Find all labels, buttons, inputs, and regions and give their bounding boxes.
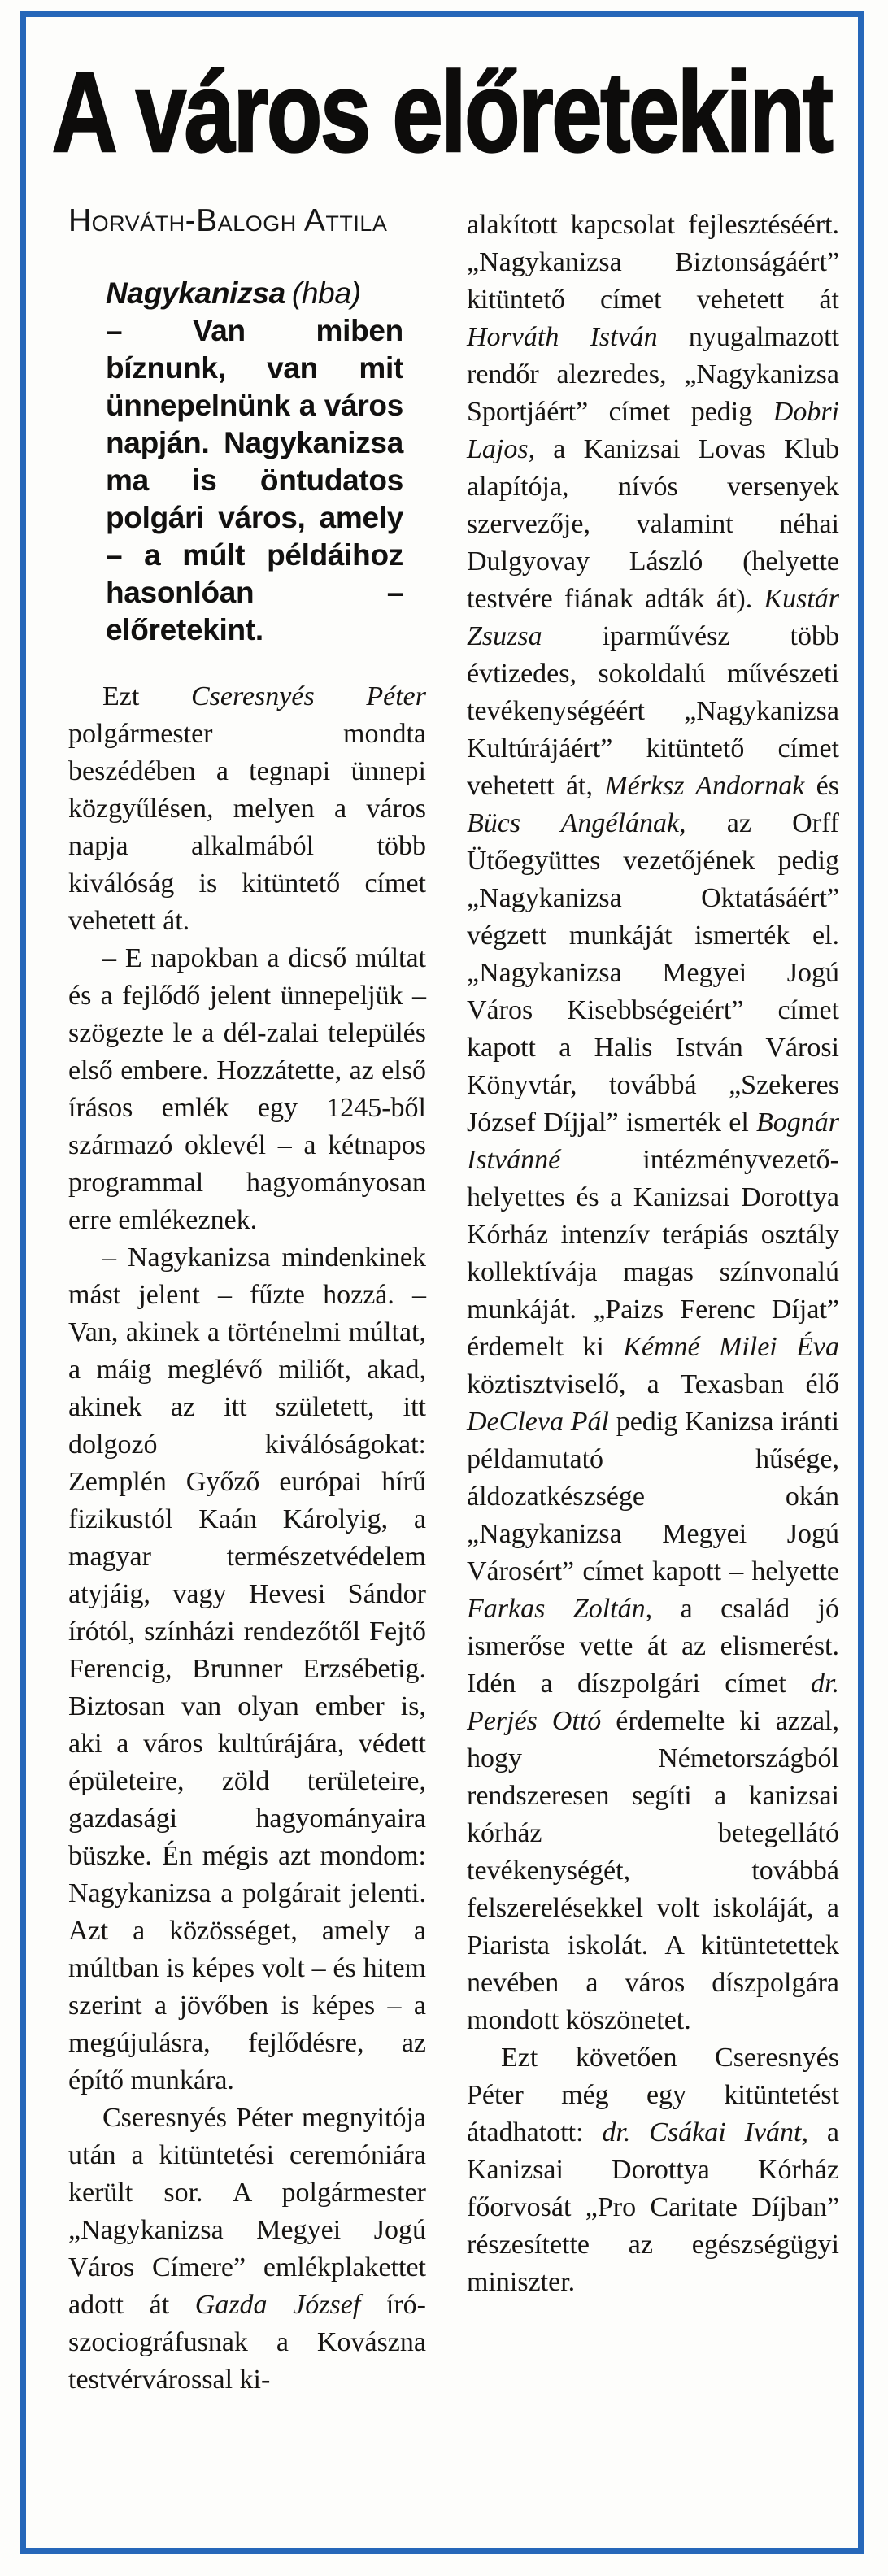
lede-head xyxy=(106,275,403,312)
text-run: érdemelte ki azzal, hogy Németországból rendszeresen segíti a kanizsai kórház betegellátó tevékenységét, továbbá felszerelésekkel volt iskoláját, a Piarista iskolát. A kitüntetettek nevében a város díszpolgára mondott köszönetet. xyxy=(467,1706,840,2035)
text-run: Cseresnyés Péter megnyitója után a kitüntetési ceremóniára került sor. A polgármester „Nagykanizsa Megyei Jogú Város Címere” emlékplakettet adott át xyxy=(68,2103,426,2320)
person-name: dr. Perjés Ottó xyxy=(467,1669,839,1736)
article-frame xyxy=(20,11,864,2554)
paragraph xyxy=(467,2039,839,2301)
text-run: pedig Kanizsa iránti példamutató hűsége, áldozatkészsége okán „Nagykanizsa Megyei Jogú Városért” címet kapott – helyette xyxy=(467,1407,840,1586)
text-run: a Kanizsai Dorottya Kórház főorvosát „Pro Caritate Díjban” részesítette az egészségügyi miniszter. xyxy=(467,2117,839,2297)
person-name: Gazda József xyxy=(194,2290,361,2320)
lede-text: – Van miben bíznunk, van mit ünnepelnünk a város napján. Nagykanizsa ma is öntudatos polgári város, amely – a múlt példáihoz hasonlóan – előretekint. xyxy=(106,314,403,646)
person-name: Kustár Zsuzsa xyxy=(467,584,839,651)
text-run: intézményvezető-helyettes és a Kanizsai Dorottya Kórház intenzív terápiás osztály kollektívája magas színvonalú munkáját. „Paizs Ferenc Díjat” érdemelt ki xyxy=(467,1145,839,1362)
text-run: – Nagykanizsa mindenkinek mást jelent – fűzte hozzá. – Van, akinek a történelmi múltat, a máig meglévő miliőt, akad, akinek az itt született, itt dolgozó kiválóságokat: Zemplén Győző európai hírű fizikustól Kaán Károlyig, a magyar természetvédelem atyjáig, vagy Hevesi Sándor írótól, színházi rendezőtől Fejtő Ferencig, Brunner Erzsébetig. Biztosan van olyan ember is, aki a város kultúrájára, védett épületeire, zöld területeire, gazdasági hagyományaira büszke. Én mégis azt mondom: Nagykanizsa a polgárait jelenti. Azt a közösséget, amely a múltban is képes volt – és hitem szerint a jövőben is képes – a megújulásra, fejlődésre, az építő munkára. xyxy=(68,1242,426,2095)
text-run: Ezt xyxy=(102,681,191,711)
text-run: nyugalmazott rendőr alezredes, „Nagykanizsa Sportjáért” címet pedig xyxy=(467,322,839,427)
person-name: Horváth István xyxy=(467,322,658,352)
text-run: polgármester mondta beszédében a tegnapi ünnepi közgyűlésen, melyen a város napja alkalmából több kiválóság is kitüntető címet vehetett át. xyxy=(68,719,426,936)
paragraph xyxy=(68,678,426,940)
left-column-paragraphs xyxy=(68,678,426,2399)
column-left xyxy=(68,205,426,2399)
person-name: Dobri Lajos, xyxy=(467,397,839,464)
article-body xyxy=(68,205,839,2399)
person-name: dr. Csákai Ivánt, xyxy=(602,2117,808,2147)
text-run: Ezt követően Cseresnyés Péter még egy kitüntetést átadhatott: xyxy=(467,2043,839,2147)
byline: Horváth-Balogh Attila xyxy=(68,203,388,238)
dateline: Nagykanizsa xyxy=(106,276,285,310)
person-name: Cseresnyés Péter xyxy=(190,681,426,711)
text-run: – E napokban a dicső múltat és a fejlődő jelent ünnepeljük – szögezte le a dél-zalai település első embere. Hozzátette, az első írásos emlék egy 1245-ből származó oklevél – a kétnapos programmal hagyományosan erre emlékeznek. xyxy=(68,943,426,1235)
article-title xyxy=(26,48,858,176)
byline-credit: (hba) xyxy=(291,276,361,310)
text-run: alakított kapcsolat fejlesztéséért. „Nagykanizsa Biztonságáért” kitüntető címet vehetett át xyxy=(467,210,839,315)
text-run: az Orff Ütőegyüttes vezetőjének pedig „Nagykanizsa Oktatásáért” végzett munkáját ismerték el. „Nagykanizsa Megyei Jogú Város Kisebbségeiért” címet kapott a Halis István Városi Könyvtár, továbbá „Szekeres József Díjjal” ismerték el xyxy=(467,808,840,1138)
text-run: a család jó ismerőse vette át az elismerést. Idén a díszpolgári címet xyxy=(467,1594,839,1699)
right-column-paragraphs xyxy=(467,207,839,2301)
person-name: Kémné Milei Éva xyxy=(623,1332,839,1362)
column-right xyxy=(467,205,839,2301)
text-run: és xyxy=(804,771,839,801)
person-name: Mérksz Andornak xyxy=(604,771,805,801)
article-title-text: A város előretekint xyxy=(52,48,832,176)
person-name: DeCleva Pál xyxy=(467,1407,609,1437)
person-name: Bücs Angélának, xyxy=(467,808,686,838)
paragraph xyxy=(68,940,426,1239)
lede xyxy=(106,275,403,649)
paragraph xyxy=(68,1239,426,2100)
person-name: Farkas Zoltán, xyxy=(467,1594,653,1624)
text-run: iparművész több évtizedes, sokoldalú művészeti tevékenységéért „Nagykanizsa Kultúrájáért” kitüntető címet vehetett át, xyxy=(467,621,839,801)
text-run: író-szociográfusnak a Kovászna testvérvárossal ki- xyxy=(68,2290,426,2395)
paragraph xyxy=(467,207,839,2039)
person-name: Bognár Istvánné xyxy=(467,1107,839,1175)
text-run: a Kanizsai Lovas Klub alapítója, nívós versenyek szervezője, valamint néhai Dulgyovay László (helyette testvére fiának adták át). xyxy=(467,434,839,614)
paragraph xyxy=(68,2100,426,2399)
text-run: köztisztviselő, a Texasban élő xyxy=(467,1369,839,1399)
